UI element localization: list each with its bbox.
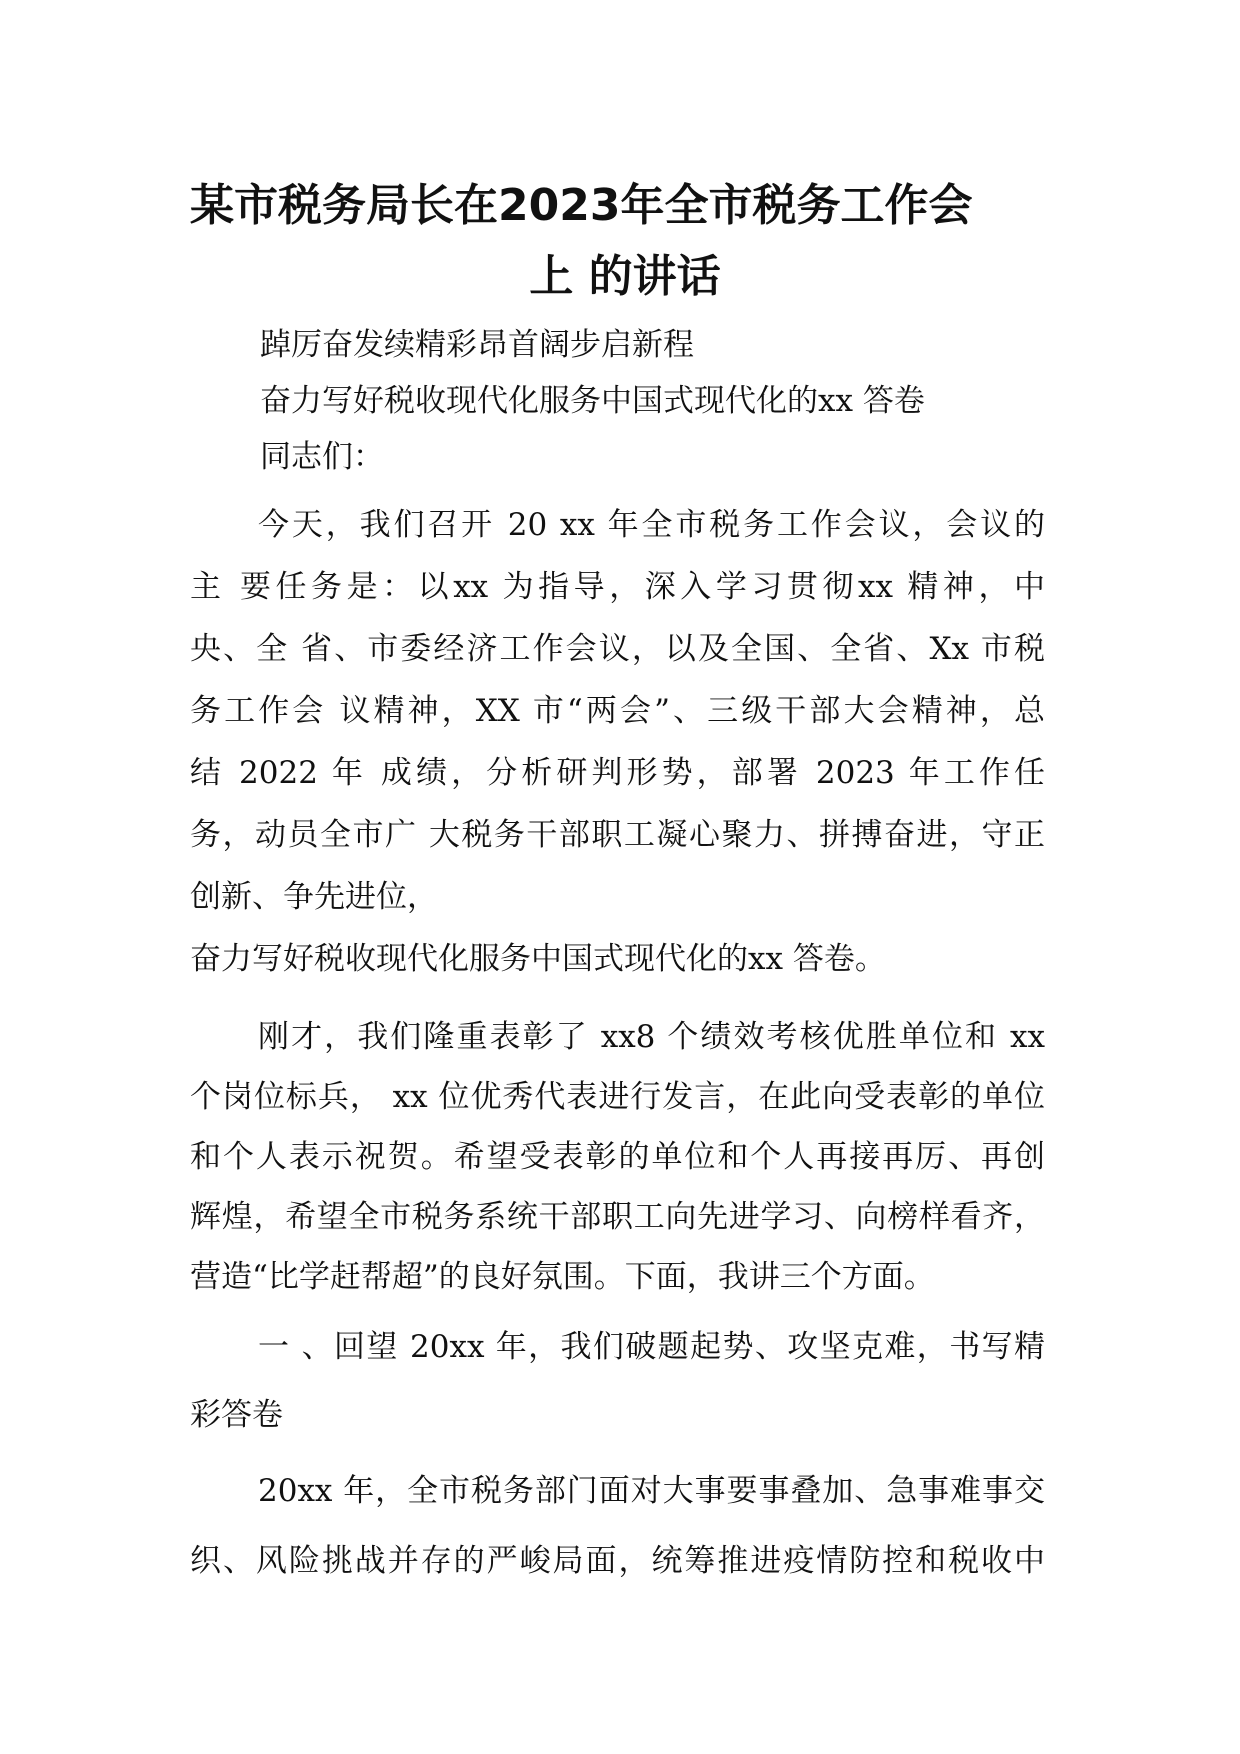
document-title-line-1: 某市税务局长在2023年全市税务工作会	[190, 180, 973, 231]
document-title-line-2: 上 的讲话	[529, 251, 721, 302]
paragraph-line: 织、风险挑战并存的严峻局面，统筹推进疫情防控和税收中	[190, 1543, 1045, 1579]
subtitle-line-1: 踔厉奋发续精彩昂首阔步启新程	[260, 327, 694, 363]
paragraph-line: 创新、争先进位，	[190, 879, 438, 915]
paragraph-line: 主 要任务是：以xx 为指导，深入学习贯彻xx 精神，中	[190, 569, 1045, 605]
paragraph-line: 个岗位标兵， xx 位优秀代表进行发言，在此向受表彰的单位	[190, 1079, 1045, 1115]
paragraph-line: 20xx 年，全市税务部门面对大事要事叠加、急事难事交	[258, 1473, 1045, 1509]
heading-line: 一 、回望 20xx 年，我们破题起势、攻坚克难，书写精	[258, 1329, 1045, 1365]
heading-line: 彩答卷	[190, 1397, 283, 1433]
paragraph-line: 务，动员全市广 大税务干部职工凝心聚力、拼搏奋进，守正	[190, 817, 1045, 853]
paragraph-line: 刚才，我们隆重表彰了 xx8 个绩效考核优胜单位和 xx	[258, 1019, 1045, 1055]
paragraph-line: 和个人表示祝贺。希望受表彰的单位和个人再接再厉、再创	[190, 1139, 1045, 1175]
subtitle-line-2: 奋力写好税收现代化服务中国式现代化的xx 答卷	[260, 383, 925, 419]
paragraph-line: 奋力写好税收现代化服务中国式现代化的xx 答卷。	[190, 941, 886, 977]
paragraph-line: 今天，我们召开 20 xx 年全市税务工作会议，会议的	[258, 507, 1045, 543]
paragraph-line: 央、全 省、市委经济工作会议，以及全国、全省、Xx 市税	[190, 631, 1045, 667]
paragraph-line: 辉煌，希望全市税务系统干部职工向先进学习、向榜样看齐，	[190, 1199, 1045, 1235]
salutation: 同志们：	[260, 439, 384, 475]
paragraph-line: 务工作会 议精神，XX 市“两会”、三级干部大会精神，总	[190, 693, 1045, 729]
paragraph-line: 营造“比学赶帮超”的良好氛围。下面，我讲三个方面。	[190, 1259, 935, 1295]
paragraph-line: 结 2022 年 成绩，分析研判形势，部署 2023 年工作任	[190, 755, 1045, 791]
